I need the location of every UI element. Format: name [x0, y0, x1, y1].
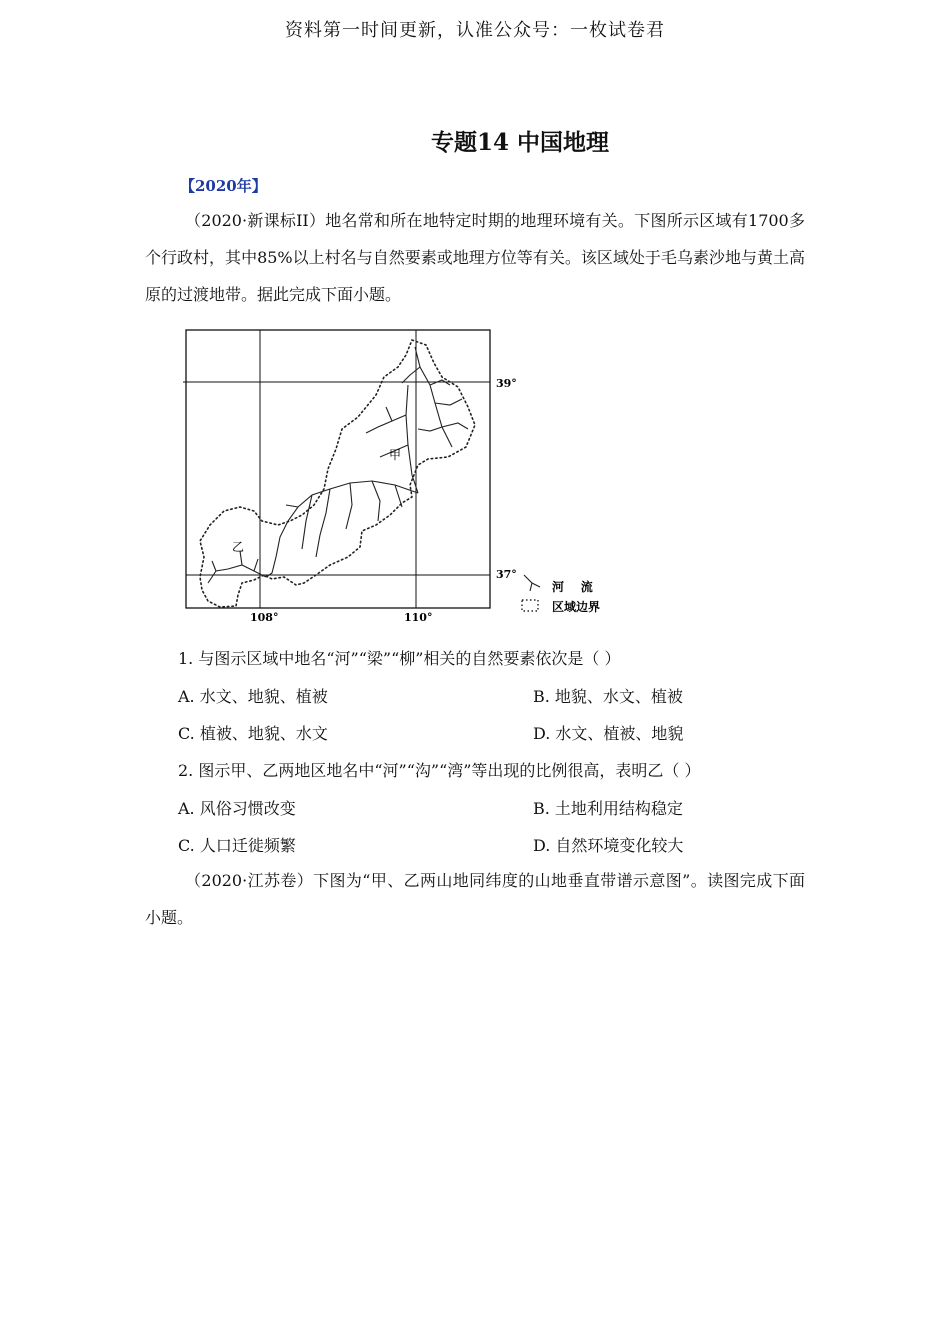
- map-frame: [186, 330, 490, 608]
- q1-option-c: C. 植被、地貌、水文: [178, 724, 328, 743]
- legend-boundary-icon: [522, 600, 538, 611]
- label-lat-39: 39°: [496, 377, 517, 390]
- q1-option-b: B. 地貌、水文、植被: [533, 687, 683, 706]
- q2-option-d: D. 自然环境变化较大: [533, 836, 684, 855]
- label-yi: 乙: [232, 540, 245, 554]
- region-map: [180, 325, 620, 625]
- label-lon-110: 110°: [404, 611, 433, 624]
- legend-river-icon: [524, 575, 540, 591]
- label-lat-37: 37°: [496, 568, 517, 581]
- year-tag: 【2020年】: [180, 177, 267, 195]
- intro-paragraph-2: （2020·江苏卷）下图为“甲、乙两山地同纬度的山地垂直带谱示意图”。读图完成下面小题。: [145, 871, 805, 927]
- page-title: 专题14 中国地理: [430, 129, 609, 156]
- region-boundary: [200, 340, 475, 607]
- q2-option-b: B. 土地利用结构稳定: [533, 799, 683, 818]
- question-1-stem: 1. 与图示区域中地名“河”“梁”“柳”相关的自然要素依次是（ ）: [178, 649, 621, 668]
- legend-river-label: 河 流: [552, 580, 593, 594]
- page-header-watermark: 资料第一时间更新，认准公众号：一枚试卷君: [285, 20, 665, 41]
- question-2-stem: 2. 图示甲、乙两地区地名中“河”“沟”“湾”等出现的比例很高，表明乙（ ）: [178, 761, 701, 780]
- q2-option-a: A. 风俗习惯改变: [178, 799, 296, 818]
- q1-option-d: D. 水文、植被、地貌: [533, 724, 684, 743]
- intro-paragraph: （2020·新课标II）地名常和所在地特定时期的地理环境有关。下图所示区域有1700多个行政村，其中85%以上村名与自然要素或地理方位等有关。该区域处于毛乌素沙地与黄土高原的过渡地带。据此完成下面小题。: [145, 211, 805, 304]
- q2-option-c: C. 人口迁徙频繁: [178, 836, 296, 855]
- legend-boundary-label: 区域边界: [552, 600, 601, 614]
- label-jia: 甲: [389, 448, 402, 462]
- label-lon-108: 108°: [250, 611, 279, 624]
- q1-option-a: A. 水文、地貌、植被: [178, 687, 328, 706]
